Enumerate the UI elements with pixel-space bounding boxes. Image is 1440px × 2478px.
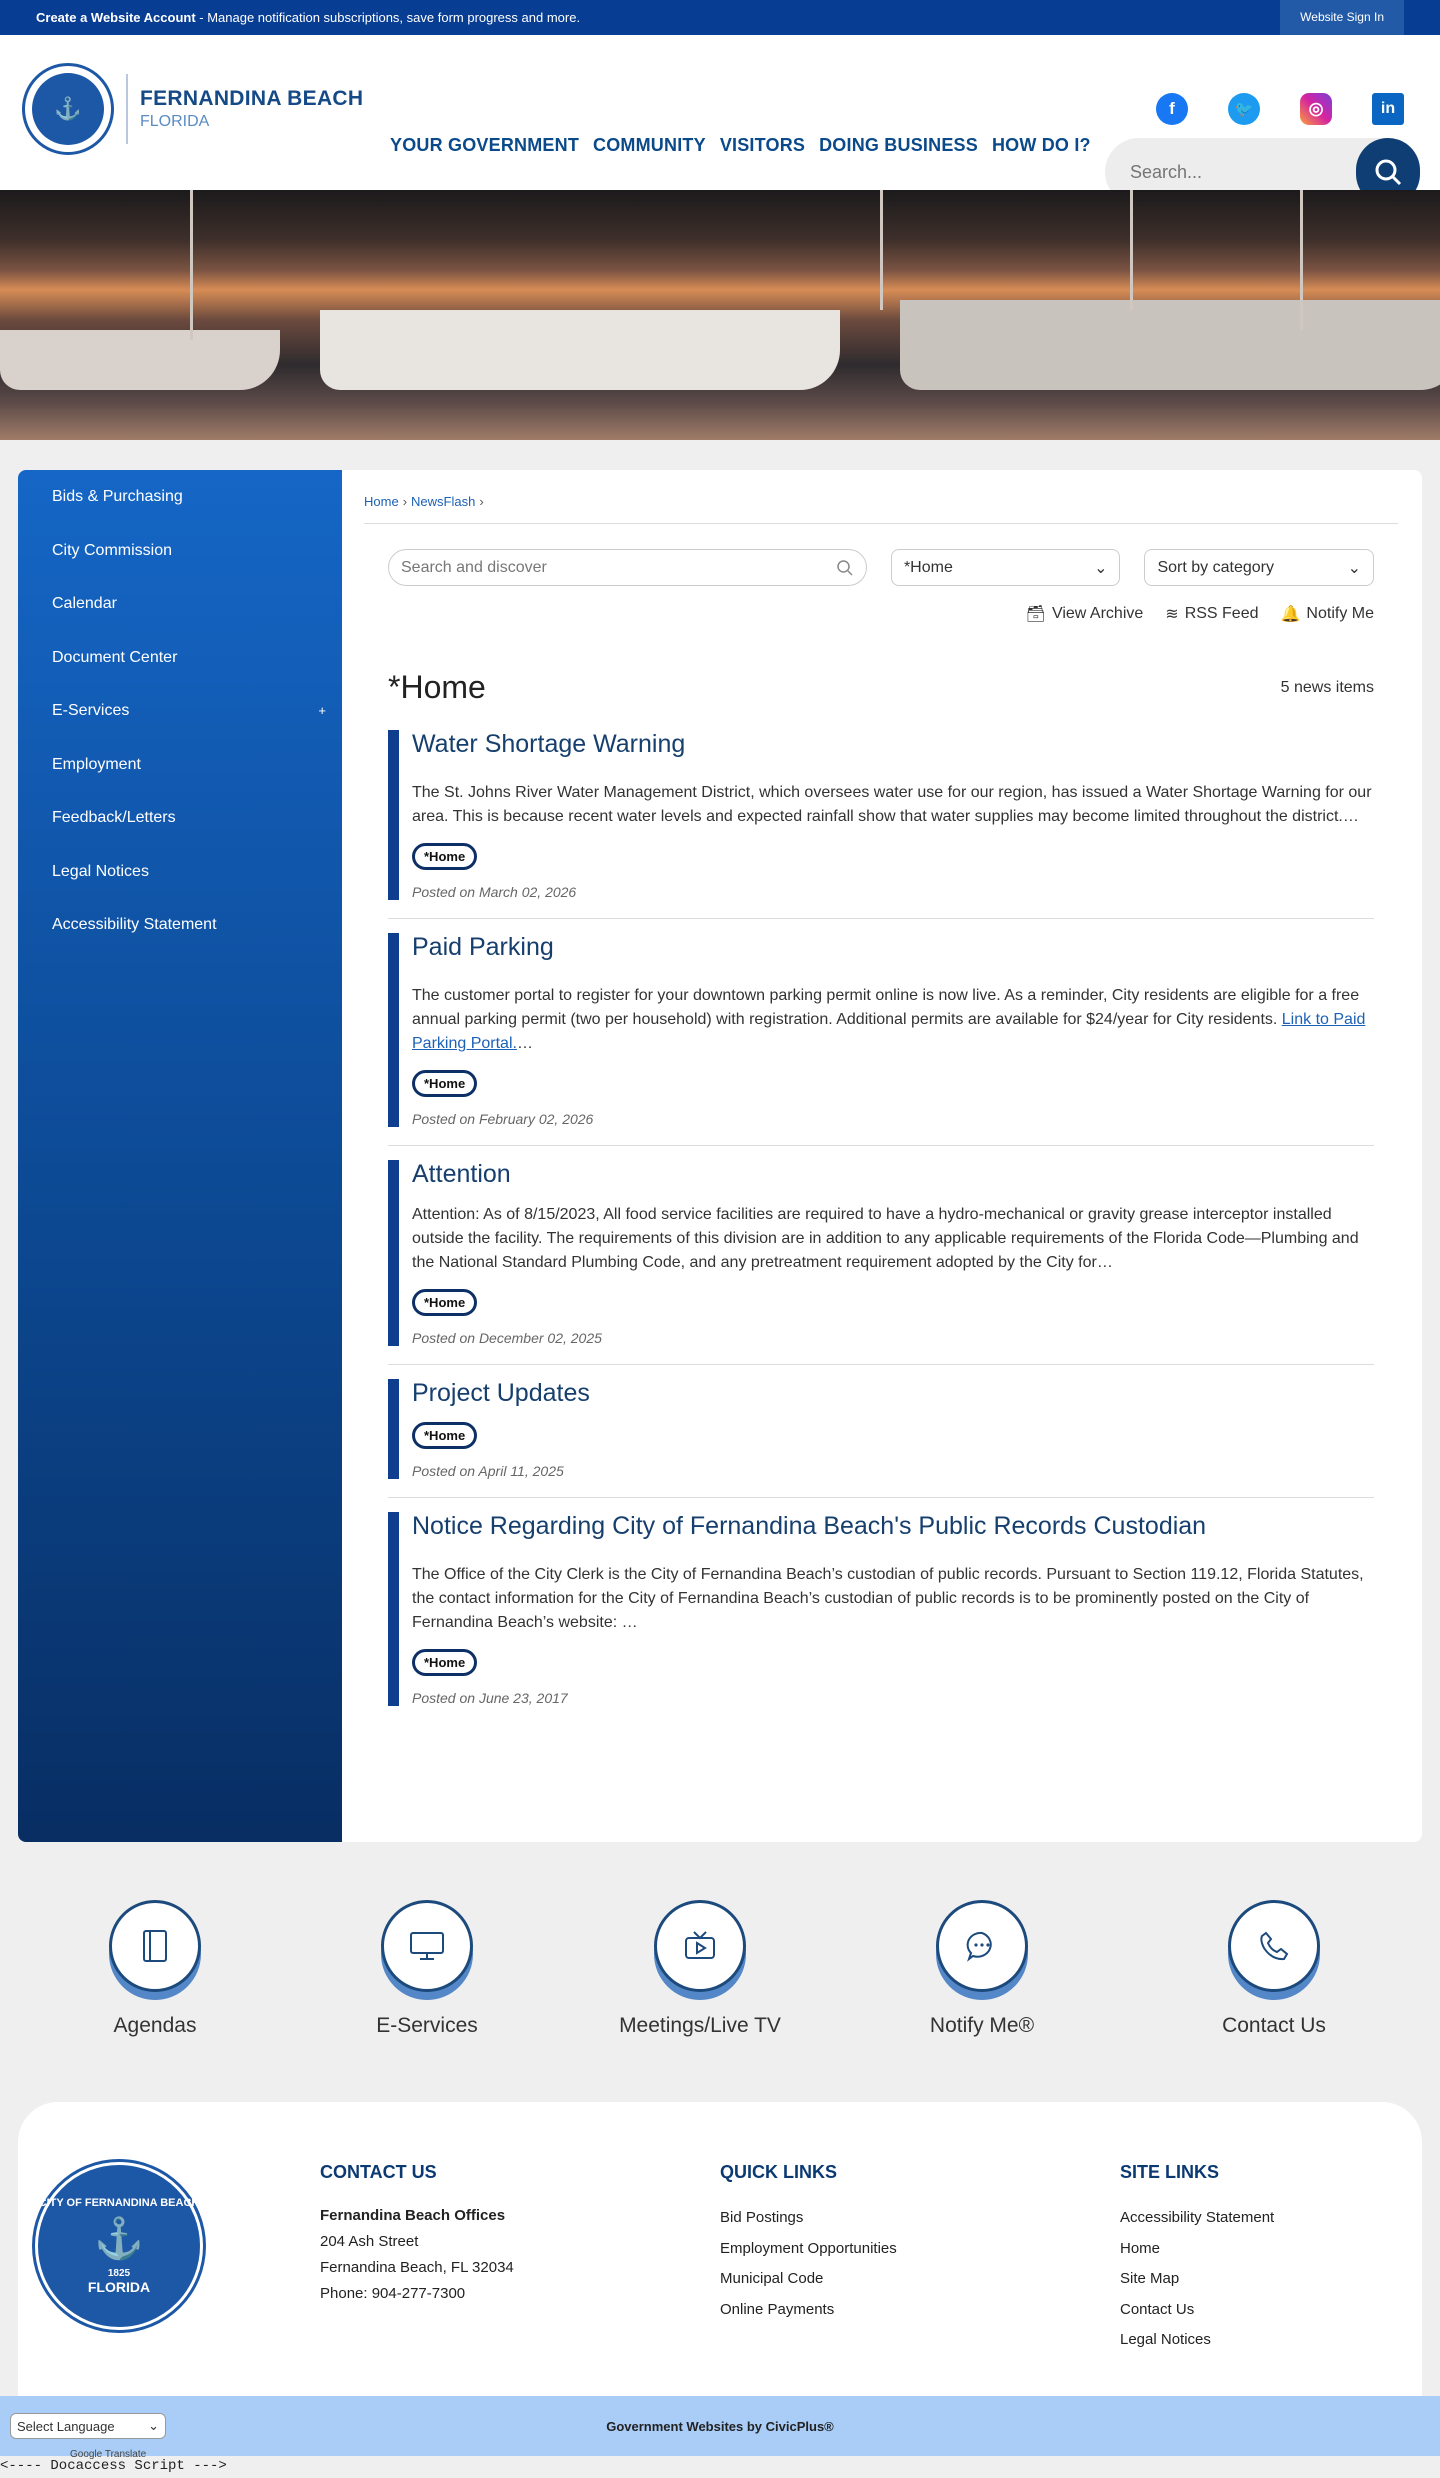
sidebar-item-document-center[interactable]: Document Center bbox=[52, 648, 178, 666]
quicklink-e-services[interactable]: E-Services bbox=[317, 1900, 537, 2038]
list-item bbox=[388, 1365, 1374, 1498]
news-search-placeholder: Search and discover bbox=[401, 558, 547, 576]
footer-site-links: SITE LINKS Accessibility Statement Home Site Map Contact Us Legal Notices bbox=[1120, 2162, 1274, 2356]
news-list-header bbox=[364, 669, 1398, 706]
docaccess-text: <---- Docaccess Script ---> bbox=[0, 2458, 227, 2474]
list-item bbox=[388, 1498, 1374, 1724]
hero-banner-image bbox=[0, 190, 1440, 440]
logo-state: FLORIDA bbox=[140, 113, 210, 130]
news-tag[interactable]: *Home bbox=[412, 1422, 477, 1449]
footer-link[interactable]: Legal Notices bbox=[1120, 2331, 1211, 2348]
news-count: 5 news items bbox=[1280, 678, 1374, 696]
search-input[interactable] bbox=[1105, 162, 1345, 183]
news-summary: Attention: As of 8/15/2023, All food service facilities are required to have a hydro-mechanical or gravity grease interceptor installed outside the facility. The requirements of this division are in addition to any applicable requirements of the Florida Code—Plumbing and the National Standard Plumbing Code, and any pretreatment requirement adopted by the City for… bbox=[412, 1206, 1359, 1271]
view-archive-link[interactable]: 🗃 View Archive bbox=[1025, 605, 1144, 623]
agenda-book-icon bbox=[109, 1900, 201, 1992]
nav-doing-business[interactable]: DOING BUSINESS bbox=[819, 135, 978, 155]
main-content-panel bbox=[18, 470, 1422, 1842]
news-summary: The customer portal to register for your downtown parking permit online is now live. As a reminder, City residents are eligible for a free annual parking permit (two per household) with registration. Additional permits are available for $24/year for City residents. Link to Paid Parking Portal.… bbox=[412, 987, 1366, 1052]
phone-icon bbox=[1228, 1900, 1320, 1992]
news-title[interactable]: Project Updates bbox=[412, 1379, 590, 1407]
sidebar-item-feedback[interactable]: Feedback/Letters bbox=[52, 809, 176, 826]
notify-me-link[interactable]: 🔔 Notify Me bbox=[1280, 605, 1374, 623]
city-seal-logo[interactable]: CITY OF FERNANDINA BEACH ⚓ 1825 FLORIDA bbox=[35, 2162, 203, 2330]
news-list bbox=[364, 716, 1398, 1724]
chevron-down-icon: ⌄ bbox=[148, 2418, 159, 2433]
sidebar-item-bids[interactable]: Bids & Purchasing bbox=[52, 488, 183, 505]
quicklink-contact-us[interactable]: Contact Us bbox=[1164, 1900, 1384, 2038]
create-account-link[interactable]: Create a Website Account - Manage notification subscriptions, save form progress and more. bbox=[36, 10, 581, 25]
category-select[interactable]: *Home ⌄ bbox=[891, 549, 1121, 586]
breadcrumb-newsflash[interactable]: NewsFlash bbox=[411, 494, 476, 509]
archive-icon: 🗃 bbox=[1025, 606, 1046, 623]
news-actions bbox=[364, 604, 1398, 624]
footer-link[interactable]: Employment Opportunities bbox=[720, 2239, 897, 2257]
nav-how-do-i[interactable]: HOW DO I? bbox=[991, 135, 1091, 155]
footer-link[interactable]: Online Payments bbox=[720, 2300, 835, 2318]
sidebar-item-city-commission[interactable]: City Commission bbox=[52, 541, 173, 559]
civicplus-credit[interactable]: Government Websites by CivicPlus® bbox=[0, 2396, 1440, 2456]
news-date: Posted on June 23, 2017 bbox=[412, 1690, 568, 1706]
news-tag[interactable]: *Home bbox=[412, 1289, 477, 1316]
footer-link[interactable]: Municipal Code bbox=[720, 2270, 824, 2287]
site-footer bbox=[18, 2102, 1422, 2402]
news-title[interactable]: Water Shortage Warning bbox=[412, 730, 686, 758]
sidebar-item-accessibility[interactable]: Accessibility Statement bbox=[52, 916, 217, 933]
sidebar-item-employment[interactable]: Employment bbox=[52, 755, 141, 773]
side-navigation bbox=[18, 470, 342, 1842]
news-title[interactable]: Attention bbox=[412, 1160, 511, 1188]
footer-quick-links: QUICK LINKS Bid Postings Employment Opportunities Municipal Code Online Payments bbox=[720, 2162, 897, 2325]
news-date: Posted on April 11, 2025 bbox=[412, 1463, 564, 1479]
chat-bubble-icon bbox=[936, 1900, 1028, 1992]
chevron-down-icon: ⌄ bbox=[1094, 559, 1108, 577]
paid-parking-portal-link[interactable]: Link to Paid Parking Portal. bbox=[412, 1011, 1366, 1052]
account-bar bbox=[0, 0, 1440, 35]
footer-link[interactable]: Site Map bbox=[1120, 2270, 1180, 2287]
footer-link[interactable]: Contact Us bbox=[1120, 2300, 1195, 2318]
sidebar-item-e-services[interactable]: E-Services + bbox=[18, 684, 342, 738]
quicklink-notify-me[interactable]: Notify Me® bbox=[872, 1900, 1092, 2038]
facebook-icon[interactable]: f bbox=[1156, 93, 1188, 125]
chevron-down-icon: ⌄ bbox=[1347, 559, 1362, 577]
news-summary: The St. Johns River Water Management District, which oversees water use for our region, has issued a Water Shortage Warning for our area. This is because recent water levels and expected rainfall show that water supplies may become limited throughout the district.… bbox=[412, 784, 1372, 825]
website-sign-in-button[interactable]: Website Sign In bbox=[1280, 0, 1404, 35]
page-title: *Home bbox=[388, 669, 486, 705]
footer-contact: CONTACT US Fernandina Beach Offices 204 Ash Street Fernandina Beach, FL 32034 Phone: 904-277-7300 bbox=[320, 2162, 514, 2302]
sidebar-item-calendar[interactable]: Calendar bbox=[52, 595, 117, 612]
breadcrumb-home[interactable]: Home bbox=[364, 494, 399, 509]
news-tag[interactable]: *Home bbox=[412, 843, 477, 870]
google-translate-credit: Google Translate bbox=[70, 2449, 147, 2460]
social-links bbox=[1156, 93, 1404, 125]
footer-link[interactable]: Bid Postings bbox=[720, 2209, 804, 2226]
news-tag[interactable]: *Home bbox=[412, 1649, 477, 1676]
nav-visitors[interactable]: VISITORS bbox=[719, 135, 806, 155]
news-filters bbox=[364, 549, 1398, 586]
news-date: Posted on December 02, 2025 bbox=[412, 1330, 602, 1346]
nav-community[interactable]: COMMUNITY bbox=[593, 135, 706, 155]
breadcrumb: Home › NewsFlash › bbox=[364, 470, 1398, 524]
list-item bbox=[388, 919, 1374, 1146]
nav-your-government[interactable]: YOUR GOVERNMENT bbox=[390, 135, 580, 155]
language-select[interactable]: Select Language ⌄ bbox=[10, 2413, 166, 2439]
sidebar-item-legal-notices[interactable]: Legal Notices bbox=[52, 862, 149, 880]
news-search-field[interactable] bbox=[388, 549, 867, 586]
list-item bbox=[388, 716, 1374, 919]
city-seal-icon: ⚓ bbox=[22, 63, 114, 155]
main-navigation bbox=[390, 135, 1091, 156]
news-title[interactable]: Paid Parking bbox=[412, 933, 554, 961]
quicklink-agendas[interactable]: Agendas bbox=[45, 1900, 265, 2038]
rss-feed-link[interactable]: ≋ RSS Feed bbox=[1165, 605, 1259, 623]
news-title[interactable]: Notice Regarding City of Fernandina Beach's Public Records Custodian bbox=[412, 1512, 1207, 1540]
newsflash-main bbox=[364, 470, 1398, 1724]
site-header bbox=[0, 35, 1440, 190]
search-icon bbox=[1373, 157, 1403, 187]
news-tag[interactable]: *Home bbox=[412, 1070, 477, 1097]
expand-icon[interactable]: + bbox=[318, 703, 326, 718]
news-date: Posted on February 02, 2026 bbox=[412, 1111, 594, 1127]
list-item bbox=[388, 1146, 1374, 1365]
bell-icon: 🔔 bbox=[1280, 606, 1301, 623]
twitter-icon[interactable]: 🐦 bbox=[1228, 93, 1260, 125]
footer-link[interactable]: Home bbox=[1120, 2239, 1161, 2257]
linkedin-icon[interactable]: in bbox=[1372, 93, 1404, 125]
monitor-icon bbox=[381, 1900, 473, 1992]
quick-links-bar bbox=[0, 1900, 1440, 2050]
sort-select[interactable]: Sort by category ⌄ bbox=[1144, 549, 1374, 586]
news-date: Posted on March 02, 2026 bbox=[412, 884, 577, 900]
quicklink-meetings[interactable]: Meetings/Live TV bbox=[590, 1900, 810, 2038]
rss-icon: ≋ bbox=[1165, 606, 1179, 623]
news-summary: The Office of the City Clerk is the City of Fernandina Beach’s custodian of public records. Pursuant to Section 119.12, Florida Statutes, the contact information for the City of Fernandina Beach’s custodian of public records is to be prominently posted on the City of Fernandina Beach’s website: … bbox=[412, 1566, 1364, 1631]
site-logo[interactable] bbox=[22, 63, 363, 155]
footer-link[interactable]: Accessibility Statement bbox=[1120, 2209, 1275, 2226]
logo-name: FERNANDINA BEACH bbox=[140, 87, 364, 110]
tv-icon bbox=[654, 1900, 746, 1992]
search-icon bbox=[836, 559, 854, 577]
instagram-icon[interactable]: ◎ bbox=[1300, 93, 1332, 125]
